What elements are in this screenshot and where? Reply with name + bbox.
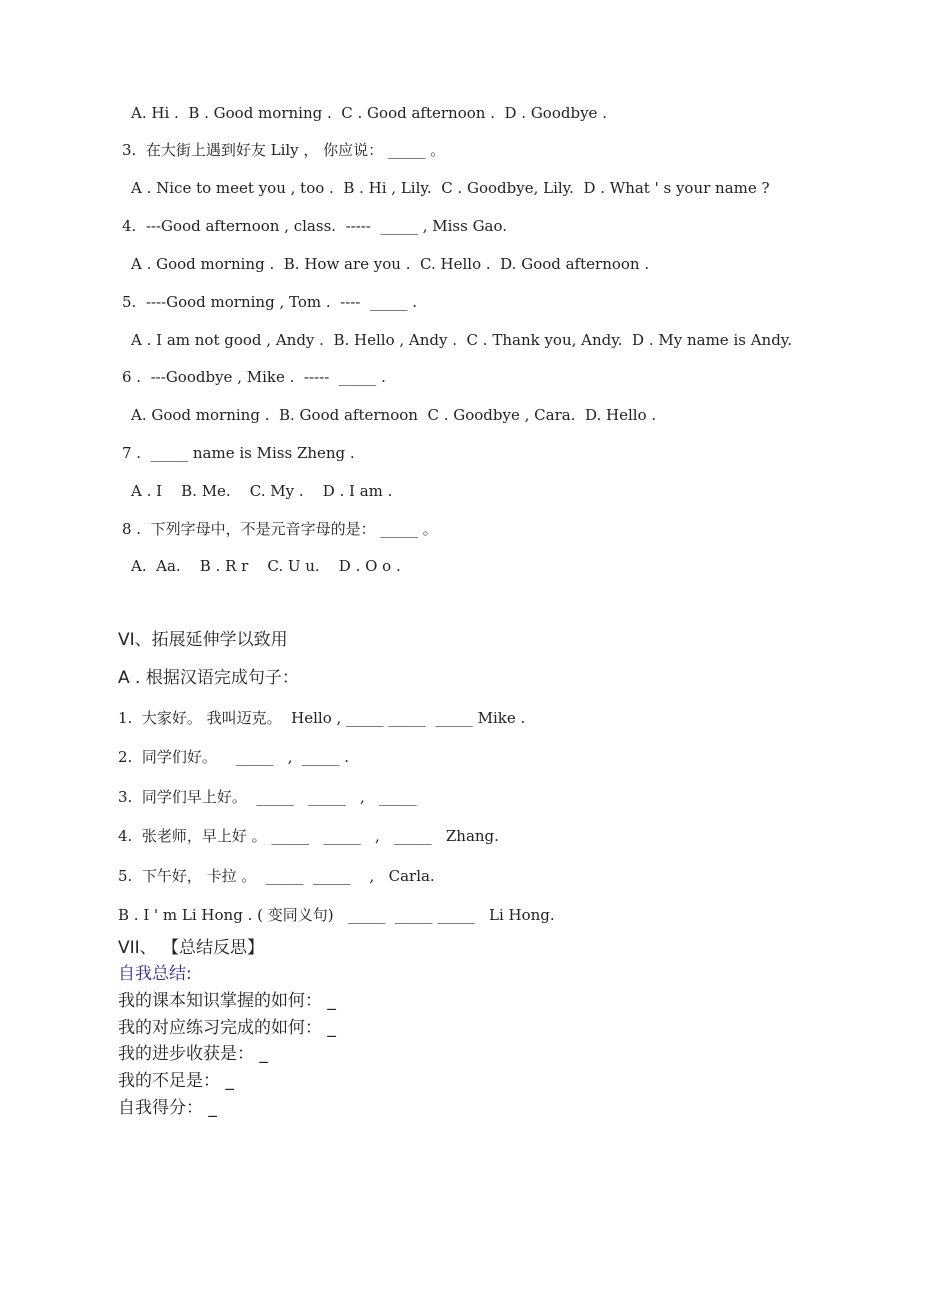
- section6-title: VI、拓展延伸学以致用: [118, 630, 288, 650]
- q8-options: A. Aa. B . R r C. U u. D . O o .: [131, 557, 401, 575]
- q4-stem: 4. ---Good afternoon , class. ----- _____ , Miss Gao.: [122, 217, 508, 235]
- translation-item-1: 1. 大家好。 我叫迈克。 Hello , _____ _____ _____ Mike .: [118, 709, 526, 727]
- q5-stem: 5. ----Good morning , Tom . ---- _____ .: [122, 293, 417, 311]
- q8-stem: 8 . 下列字母中，不是元音字母的是： _____ 。: [122, 520, 438, 538]
- q6-stem: 6 . ---Goodbye , Mike . ----- _____ .: [122, 368, 386, 386]
- section6-partA-heading: A . 根据汉语完成句子：: [118, 668, 299, 688]
- q2-options: A. Hi . B . Good morning . C . Good afternoon . D . Goodbye .: [131, 104, 607, 122]
- translation-item-5: 5. 下午好， 卡拉 。 _____ _____ , Carla.: [118, 867, 435, 885]
- q4-options: A . Good morning . B. How are you . C. Hello . D. Good afternoon .: [131, 255, 650, 273]
- reflection-prompt-4: 我的不足是： _: [118, 1071, 234, 1091]
- reflection-prompt-2: 我的对应练习完成的如何： _: [118, 1018, 336, 1038]
- q7-stem: 7 . _____ name is Miss Zheng .: [122, 444, 355, 462]
- reflection-prompt-5: 自我得分： _: [118, 1098, 217, 1118]
- reflection-prompt-1: 我的课本知识掌握的如何： _: [118, 991, 336, 1011]
- translation-item-3: 3. 同学们早上好。 _____ _____ , _____: [118, 788, 417, 806]
- translation-item-4: 4. 张老师，早上好 。 _____ _____ , _____ Zhang.: [118, 827, 499, 845]
- self-summary-heading: 自我总结:: [118, 964, 192, 984]
- section6-partB: B . I ' m Li Hong . ( 变同义句) _____ _____ _____ Li Hong.: [118, 906, 555, 924]
- section7-title: VII、 【总结反思】: [118, 938, 265, 958]
- q5-options: A . I am not good , Andy . B. Hello , Andy . C . Thank you, Andy. D . My name is Andy.: [131, 331, 793, 349]
- q7-options: A . I B. Me. C. My . D . I am .: [131, 482, 393, 500]
- q3-stem: 3. 在大街上遇到好友 Lily ， 你应说： _____ 。: [122, 141, 446, 159]
- q6-options: A. Good morning . B. Good afternoon C . Goodbye , Cara. D. Hello .: [131, 406, 657, 424]
- q3-options: A . Nice to meet you , too . B . Hi , Lily. C . Goodbye, Lily. D . What ' s your name ?: [131, 179, 770, 197]
- translation-item-2: 2. 同学们好。 _____ , _____ .: [118, 748, 350, 766]
- reflection-prompt-3: 我的进步收获是： _: [118, 1044, 268, 1064]
